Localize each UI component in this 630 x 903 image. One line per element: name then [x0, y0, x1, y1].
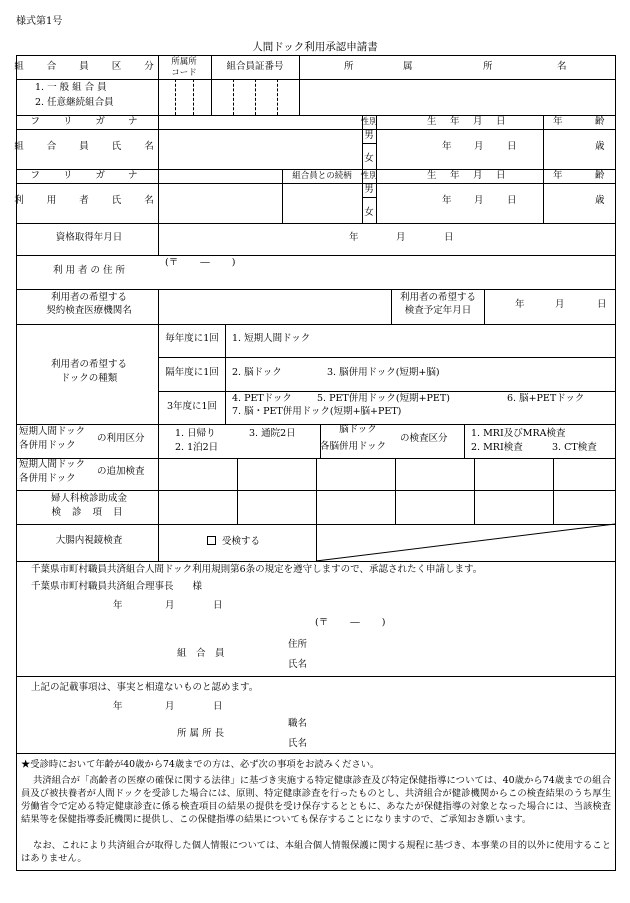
gyne-label-2: 検 診 項 目 [51, 507, 127, 518]
application-form [16, 55, 616, 871]
qualification-year: 年 [349, 232, 359, 243]
form-title: 人間ドック利用承認申請書 [252, 41, 378, 53]
additional-label-1: 短期人間ドック [19, 459, 86, 470]
user-address-label: 利 用 者 の 住 所 [52, 265, 126, 276]
gyne-label-1: 婦人科検診助成金 [50, 493, 128, 504]
user-birth-month: 月 [474, 195, 484, 206]
category-option-general[interactable]: 1. 一 般 組 合 員 [35, 82, 107, 93]
application-year: 年 [113, 600, 123, 611]
member-sex-female[interactable]: 女 [364, 153, 374, 164]
applicant-name-label: 氏名 [288, 659, 308, 670]
usage-option-overnight[interactable]: 2. 1泊2日 [175, 442, 219, 453]
dock-type-label-2: ドックの種類 [60, 373, 118, 384]
qualification-month: 月 [396, 232, 406, 243]
member-sex-label: 性別 [360, 117, 378, 127]
member-cert-no-header: 組合員証番号 [226, 61, 284, 72]
exam-date-label-2: 検査予定年月日 [404, 305, 472, 316]
office-head-label: 所 属 所 長 [177, 728, 225, 739]
exam-year: 年 [515, 299, 525, 310]
member-category-header: 組 合 員 区 分 [14, 61, 164, 72]
member-birth-day: 日 [507, 141, 517, 152]
certify-day: 日 [213, 701, 223, 712]
colon-exam-checkbox[interactable] [207, 536, 260, 548]
member-birth-nen: 年 [450, 116, 460, 127]
user-sex-female[interactable]: 女 [364, 207, 374, 218]
member-birth-year: 年 [442, 141, 452, 152]
frequency-biennial: 隔年度に1回 [165, 367, 219, 378]
frequency-triennial: 3年度に1回 [166, 401, 218, 412]
dock-option-1[interactable]: 1. 短期人間ドック [232, 333, 311, 344]
affiliation-name-header-1: 所 [344, 61, 354, 72]
brain-option-mri-mra[interactable]: 1. MRI及びMRA検査 [471, 428, 566, 439]
usage-option-outpatient[interactable]: 3. 通院2日 [249, 428, 296, 439]
user-sex-label: 性別 [360, 171, 378, 181]
user-age-label-2: 齢 [595, 170, 605, 181]
dock-option-5[interactable]: 5. PET併用ドック(短期+PET) [317, 393, 450, 404]
user-birth-year: 年 [442, 195, 452, 206]
colon-exam-diagonal-line [316, 524, 616, 561]
colon-exam-label: 大腸内視鏡検査 [55, 535, 123, 546]
usage-label-2: 各併用ドック [19, 440, 76, 451]
category-option-voluntary[interactable]: 2. 任意継続組合員 [35, 97, 114, 108]
additional-suffix: の追加検査 [97, 466, 145, 477]
dock-option-2[interactable]: 2. 脳ドック [232, 367, 282, 378]
application-day: 日 [213, 600, 223, 611]
user-furigana-label: フ リ ガ ナ [30, 170, 148, 181]
member-age-label-2: 齢 [595, 116, 605, 127]
member-sex-male[interactable]: 男 [364, 130, 374, 141]
dock-type-label-1: 利用者の希望する [50, 359, 128, 370]
exam-month: 月 [555, 299, 565, 310]
user-birth-nen: 年 [450, 170, 460, 181]
applicant-address-label: 住所 [288, 639, 308, 650]
exam-date-label-1: 利用者の希望する [399, 292, 477, 303]
qualification-day: 日 [444, 232, 454, 243]
qualification-date-label: 資格取得年月日 [55, 232, 123, 243]
certify-year: 年 [113, 701, 123, 712]
applicant-label: 組 合 員 [177, 648, 225, 659]
brain-label-2: 各脳併用ドック [320, 441, 387, 452]
member-name-label: 組 合 員 氏 名 [14, 141, 164, 152]
position-label: 職名 [288, 718, 308, 729]
dock-option-4[interactable]: 4. PETドック [232, 393, 292, 404]
member-birth-hi: 日 [496, 116, 506, 127]
usage-label-1: 短期人間ドック [19, 426, 86, 437]
member-years-old: 歳 [595, 141, 605, 152]
relationship-label: 組合員との続柄 [292, 171, 352, 181]
additional-label-2: 各併用ドック [19, 473, 76, 484]
institution-label-2: 契約検査医療機関名 [46, 305, 132, 316]
application-text: 千葉県市町村職員共済組合人間ドック利用規則第6条の規定を遵守しますので、承認されたく申請します。 [31, 564, 483, 575]
member-birth-month: 月 [474, 141, 484, 152]
office-head-name-label: 氏名 [288, 738, 308, 749]
user-birth-tsuki: 月 [473, 170, 483, 181]
certify-month: 月 [165, 701, 175, 712]
application-month: 月 [165, 600, 175, 611]
user-sex-male[interactable]: 男 [364, 184, 374, 195]
affiliation-name-header-2: 属 [403, 61, 413, 72]
user-birth-day: 日 [507, 195, 517, 206]
brain-label-1: 脳ドック [339, 424, 377, 435]
member-birth-y: 生 [427, 116, 437, 127]
brain-option-ct[interactable]: 3. CT検査 [552, 442, 597, 453]
dock-option-6[interactable]: 6. 脳+PETドック [507, 393, 585, 404]
brain-suffix: の検査区分 [400, 433, 448, 444]
affiliation-code-header: 所属所 コード [171, 57, 197, 78]
usage-suffix: の利用区分 [97, 433, 145, 444]
user-years-old: 歳 [595, 195, 605, 206]
exam-day: 日 [597, 299, 607, 310]
brain-option-mri[interactable]: 2. MRI検査 [471, 442, 523, 453]
user-postal-code[interactable]: (〒 ― ) [165, 257, 236, 268]
certify-text: 上記の記載事項は、事実と相違ないものと認めます。 [31, 682, 259, 693]
member-birth-tsuki: 月 [473, 116, 483, 127]
notice-paragraph-2: なお、これにより共済組合が取得した個人情報については、本組合個人情報保護に関する規程に基づき、本事業の目的以外に使用することはありません。 [21, 840, 611, 864]
affiliation-name-header-4: 名 [557, 61, 567, 72]
colon-exam-option: 受検する [222, 536, 261, 547]
dock-option-3[interactable]: 3. 脳併用ドック(短期+脳) [327, 367, 440, 378]
form-number: 様式第1号 [16, 16, 63, 27]
user-name-label: 利 用 者 氏 名 [14, 195, 164, 206]
notice-star: ★受診時において年齢が40歳から74歳までの方は、必ず次の事項をお読みください。 [21, 759, 380, 770]
user-age-label-1: 年 [553, 170, 563, 181]
checkbox-icon[interactable] [207, 536, 216, 545]
frequency-yearly: 毎年度に1回 [165, 333, 219, 344]
user-birth-y: 生 [427, 170, 437, 181]
affiliation-name-header-3: 所 [483, 61, 493, 72]
addressee: 千葉県市町村職員共済組合理事長 様 [31, 581, 203, 592]
institution-label-1: 利用者の希望する [50, 292, 128, 303]
user-birth-hi: 日 [496, 170, 506, 181]
member-age-label-1: 年 [553, 116, 563, 127]
member-furigana-label: フ リ ガ ナ [30, 116, 148, 127]
dock-option-7[interactable]: 7. 脳・PET併用ドック(短期+脳+PET) [232, 406, 402, 417]
usage-option-day[interactable]: 1. 日帰り [175, 428, 216, 439]
applicant-postal-code[interactable]: (〒 ― ) [315, 617, 386, 628]
notice-paragraph-1: 共済組合が「高齢者の医療の確保に関する法律」に基づき実施する特定健康診査及び特定保健指導については、40歳から74歳までの組合員及び被扶養者が人間ドックを受診した場合には、原則、特定健康診査を行ったものとし、共済組合が健診機関からこの検査結果のうち厚生労働省令で定める特定健康診査に係る検査項目の結果の提供を受け保存するとともに、あなたが保健指導の対象となった場合には、当該検査結果等を保健指導委託機関に提供し、この保健指導の結果についても保存することになりますので、ご承知おき願います。 [21, 775, 611, 825]
